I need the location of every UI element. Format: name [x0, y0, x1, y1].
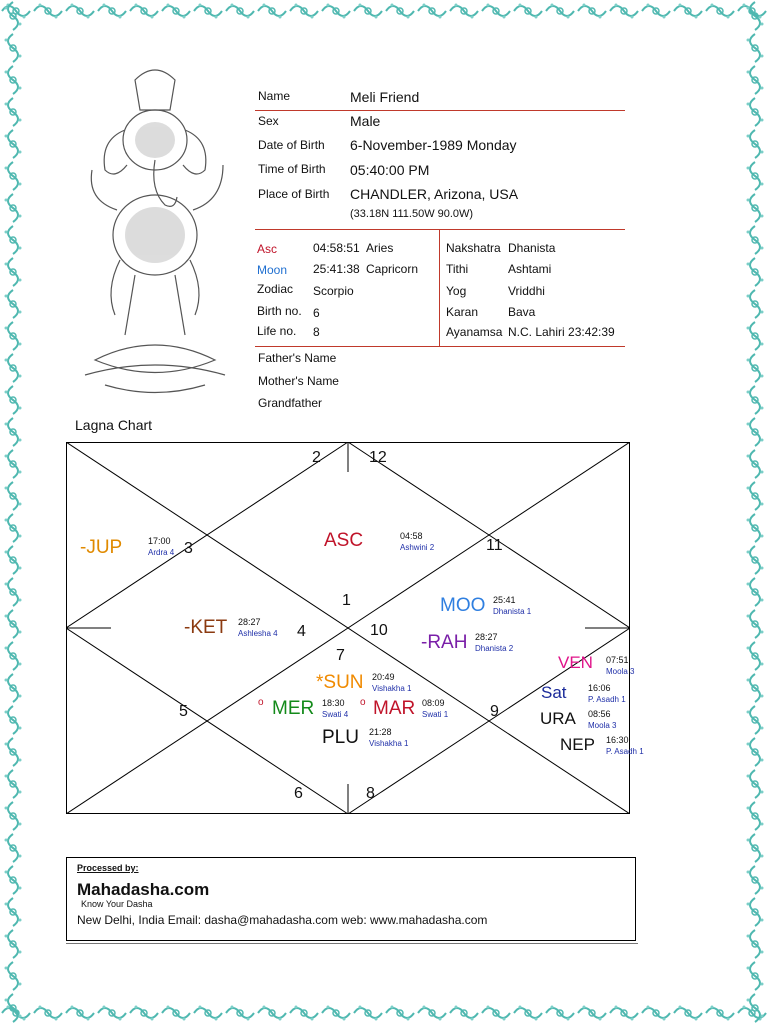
ayanamsa-value: N.C. Lahiri 23:42:39	[508, 325, 615, 339]
left-floral-border	[0, 0, 26, 1024]
tithi-value: Ashtami	[508, 262, 552, 276]
pob-label: Place of Birth	[258, 187, 330, 201]
planet-asc: ASC	[324, 530, 364, 551]
vertical-divider	[439, 229, 440, 346]
ayanamsa-label: Ayanamsa	[446, 325, 503, 339]
planet-jup: -JUP	[80, 537, 123, 558]
house-number: 11	[486, 537, 503, 554]
tob-value: 05:40:00 PM	[350, 162, 430, 178]
ganesha-illustration	[65, 60, 245, 400]
house-number: 10	[370, 622, 388, 639]
mother-name-label: Mother's Name	[258, 374, 339, 388]
pob-value: CHANDLER, Arizona, USA	[350, 186, 519, 202]
zodiac-label: Zodiac	[257, 282, 294, 296]
planet-ket: -KET	[184, 617, 228, 638]
yog-value: Vriddhi	[508, 284, 545, 298]
contact-info: New Delhi, India Email: dasha@mahadasha.com web: www.mahadasha.com	[77, 913, 488, 927]
zodiac-value: Scorpio	[313, 284, 354, 298]
divider	[255, 346, 625, 347]
planet-nep: NEP	[560, 735, 595, 754]
planet-asc-time: 04:58	[400, 531, 423, 541]
house-number: 2	[312, 449, 321, 466]
planet-sat: Sat	[541, 683, 567, 702]
moon-time: 25:41:38	[313, 262, 360, 276]
planet-jup-nakshatra: Ardra 4	[148, 548, 175, 557]
brand-name: Mahadasha.com	[77, 880, 210, 899]
house-number: 7	[336, 647, 345, 664]
planet-nep-nakshatra: P. Asadh 1	[606, 747, 644, 756]
planet-mar-nakshatra: Swati 1	[422, 710, 449, 719]
planet-moo-time: 25:41	[493, 595, 516, 605]
planet-mer-nakshatra: Swati 4	[322, 710, 349, 719]
tob-label: Time of Birth	[258, 162, 326, 176]
planet-asc-nakshatra: Ashwini 2	[400, 543, 435, 552]
planet-sun-time: 20:49	[372, 672, 395, 682]
top-floral-border	[0, 0, 768, 22]
house-number: 8	[366, 785, 375, 802]
planet-mer-mark: o	[258, 697, 264, 708]
dob-label: Date of Birth	[258, 138, 325, 152]
house-number: 4	[297, 623, 306, 640]
moon-label: Moon	[257, 263, 288, 277]
planet-mer-time: 18:30	[322, 698, 345, 708]
planet-rah-time: 28:27	[475, 632, 498, 642]
name-label: Name	[258, 89, 291, 103]
house-number: 3	[184, 540, 193, 557]
house-number: 12	[369, 449, 387, 466]
moon-sign: Capricorn	[366, 262, 419, 276]
asc-sign: Aries	[366, 241, 394, 255]
coordinates: (33.18N 111.50W 90.0W)	[350, 208, 474, 220]
planet-plu-nakshatra: Vishakha 1	[369, 739, 409, 748]
life-no-value: 8	[313, 325, 320, 339]
nakshatra-label: Nakshatra	[446, 241, 501, 255]
house-number: 5	[179, 703, 188, 720]
planet-ura: URA	[540, 709, 576, 728]
planet-jup-time: 17:00	[148, 536, 171, 546]
planet-sat-time: 16:06	[588, 683, 611, 693]
brand-tagline: Know Your Dasha	[81, 899, 153, 909]
planet-sun: *SUN	[316, 672, 364, 693]
planet-mar: MAR	[373, 698, 416, 719]
karan-value: Bava	[508, 305, 536, 319]
planet-moo-nakshatra: Dhanista 1	[493, 607, 532, 616]
life-no-label: Life no.	[257, 324, 297, 338]
lagna-chart	[66, 442, 644, 814]
planet-rah: -RAH	[421, 632, 468, 653]
sex-label: Sex	[258, 114, 279, 128]
processed-by-label: Processed by:	[77, 863, 139, 873]
divider	[255, 229, 625, 230]
house-number: 6	[294, 785, 303, 802]
birth-no-value: 6	[313, 306, 320, 320]
planet-ven-time: 07:51	[606, 655, 629, 665]
grandfather-label: Grandfather	[258, 396, 323, 410]
planet-ket-time: 28:27	[238, 617, 261, 627]
planet-ura-time: 08:56	[588, 709, 611, 719]
planet-mer: MER	[272, 698, 315, 719]
planet-sun-nakshatra: Vishakha 1	[372, 684, 412, 693]
planet-plu: PLU	[322, 727, 359, 748]
planet-moo: MOO	[440, 595, 486, 616]
house-number: 1	[342, 592, 351, 609]
bottom-floral-border	[0, 1002, 768, 1024]
planet-ura-nakshatra: Moola 3	[588, 721, 617, 730]
planet-ket-nakshatra: Ashlesha 4	[238, 629, 278, 638]
birth-no-label: Birth no.	[257, 304, 302, 318]
sex-value: Male	[350, 113, 381, 129]
house-number: 9	[490, 703, 499, 720]
name-value: Meli Friend	[350, 89, 420, 105]
planet-ven: VEN	[558, 653, 593, 672]
planet-mar-mark: o	[360, 697, 366, 708]
processed-by-box	[66, 857, 636, 941]
tithi-label: Tithi	[446, 262, 469, 276]
father-name-label: Father's Name	[258, 351, 337, 365]
planet-plu-time: 21:28	[369, 727, 392, 737]
planet-rah-nakshatra: Dhanista 2	[475, 644, 514, 653]
right-floral-border	[742, 0, 768, 1024]
footer-divider	[66, 943, 638, 944]
chart-title: Lagna Chart	[75, 417, 153, 433]
divider	[255, 110, 625, 111]
asc-label: Asc	[257, 242, 278, 256]
karan-label: Karan	[446, 305, 479, 319]
planet-mar-time: 08:09	[422, 698, 445, 708]
asc-time: 04:58:51	[313, 241, 360, 255]
planet-sat-nakshatra: P. Asadh 1	[588, 695, 626, 704]
planet-nep-time: 16:30	[606, 735, 629, 745]
nakshatra-value: Dhanista	[508, 241, 556, 255]
dob-value: 6-November-1989 Monday	[350, 137, 517, 153]
planet-ven-nakshatra: Moola 3	[606, 667, 635, 676]
yog-label: Yog	[446, 284, 467, 298]
